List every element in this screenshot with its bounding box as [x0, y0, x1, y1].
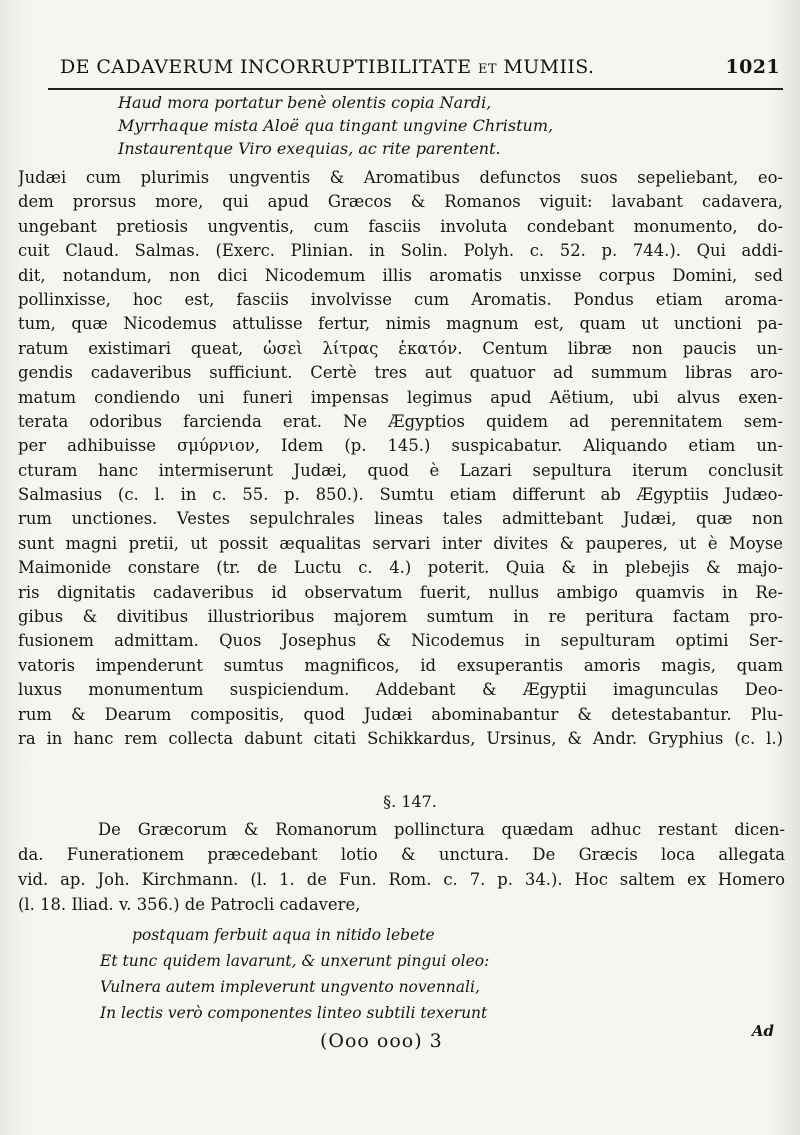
text-line: ratum existimari queat, ὡσεὶ λίτρας ἑκατόν. Centum libræ non paucis un-	[18, 338, 783, 358]
text-line: terata odoribus farcienda erat. Ne Ægyptios quidem ad perennitatem sem-	[18, 411, 783, 431]
verse-line: Myrrhaque mista Aloë qua tingant ungvine Christum,	[118, 116, 554, 135]
text-line: per adhibuisse σμύρνιον, Idem (p. 145.) suspicabatur. Aliquando etiam un-	[18, 436, 783, 456]
text-line: Maimonide constare (tr. de Luctu c. 4.) poterit. Quia & in plebejis & majo-	[18, 558, 783, 578]
text-line: tum, quæ Nicodemus attulisse fertur, nimis magnum est, quam ut unctioni pa-	[18, 314, 783, 334]
verse-line: postquam ferbuit aqua in nitido lebete	[132, 926, 435, 944]
text-line: luxus monumentum suspiciendum. Addebant & Ægyptii imagunculas Deo-	[18, 680, 783, 700]
text-line: vatoris impenderunt sumtus magnificos, id exsuperantis amoris magis, quam	[18, 655, 783, 675]
text-line: gibus & divitibus illustrioribus majorem sumtum in re peritura factam pro-	[18, 607, 783, 627]
text-line: matum condiendo uni funeri impensas legimus apud Aëtium, ubi alvus exen-	[18, 387, 783, 407]
main-paragraph	[18, 166, 783, 751]
text-line: Judæi cum plurimis ungventis & Aromatibus defunctos suos sepeliebant, eo-	[18, 168, 783, 187]
text-line: De Græcorum & Romanorum pollinctura quædam adhuc restant dicen-	[98, 820, 785, 839]
text-line: ungebant pretiosis ungventis, cum fasciis involuta condebant monumento, do-	[18, 216, 783, 236]
text-line: ra in hanc rem collecta dabunt citati Schikkardus, Ursinus, & Andr. Gryphius (c. l.)	[18, 728, 783, 748]
text-line: pollinxisse, hoc est, fasciis involvisse cum Aromatis. Pondus etiam aroma-	[18, 289, 783, 309]
verse-line: Vulnera autem impleverunt ungvento novennali,	[100, 978, 480, 996]
section-number: §. 147.	[383, 792, 437, 811]
text-line: dem prorsus more, qui apud Græcos & Romanos viguit: lavabant cadavera,	[18, 192, 783, 212]
title-left: DE CADAVERUM INCORRUPTIBILITATE	[60, 56, 472, 78]
text-line: gendis cadaveribus sufficiunt. Certè tres aut quatuor ad summum libras aro-	[18, 363, 783, 383]
verse-line: Et tunc quidem lavarunt, & unxerunt pingui oleo:	[100, 952, 490, 970]
text-line: da. Funerationem præcedebant lotio & unctura. De Græcis loca allegata	[18, 845, 785, 864]
catchword: Ad	[751, 1022, 774, 1040]
text-line: (l. 18. Iliad. v. 356.) de Patrocli cadavere,	[18, 895, 361, 914]
title-et: ET	[477, 62, 497, 77]
verse-line: In lectis verò componentes linteo subtili texerunt	[100, 1004, 488, 1022]
running-title	[60, 56, 595, 78]
text-line: fusionem admittam. Quos Josephus & Nicodemus in sepulturam optimi Ser-	[18, 631, 783, 651]
second-paragraph	[18, 817, 785, 917]
text-line: Salmasius (c. l. in c. 55. p. 850.). Sumtu etiam differunt ab Ægyptiis Judæo-	[18, 485, 783, 505]
page-number: 1021	[725, 56, 780, 78]
text-line: cturam hanc intermiserunt Judæi, quod è Lazari sepultura iterum conclusit	[18, 460, 783, 480]
signature-mark: (Ooo ooo) 3	[320, 1030, 443, 1052]
text-line: ris dignitatis cadaveribus id observatum fuerit, nullus ambigo quamvis in Re-	[18, 582, 783, 602]
homer-quotation	[100, 922, 540, 1026]
text-line: vid. ap. Joh. Kirchmann. (l. 1. de Fun. Rom. c. 7. p. 34.). Hoc saltem ex Homero	[18, 870, 785, 889]
verse-line: Haud mora portatur benè olentis copia Nardi,	[118, 93, 492, 112]
text-line: cuit Claud. Salmas. (Exerc. Plinian. in Solin. Polyh. c. 52. p. 744.). Qui addi-	[18, 241, 783, 261]
text-line: rum & Dearum compositis, quod Judæi abominabantur & detestabantur. Plu-	[18, 704, 783, 724]
verse-line: Instaurentque Viro exequias, ac rite parentent.	[118, 139, 501, 158]
running-header	[60, 56, 780, 86]
text-line: dit, notandum, non dici Nicodemum illis aromatis unxisse corpus Domini, sed	[18, 265, 783, 285]
text-line: rum unctiones. Vestes sepulchrales lineas tales admittebant Judæi, quæ non	[18, 509, 783, 529]
text-line: sunt magni pretii, ut possit æqualitas servari inter divites & pauperes, ut è Moyse	[18, 533, 783, 553]
header-rule	[48, 88, 783, 90]
title-right: MUMIIS.	[503, 56, 595, 78]
